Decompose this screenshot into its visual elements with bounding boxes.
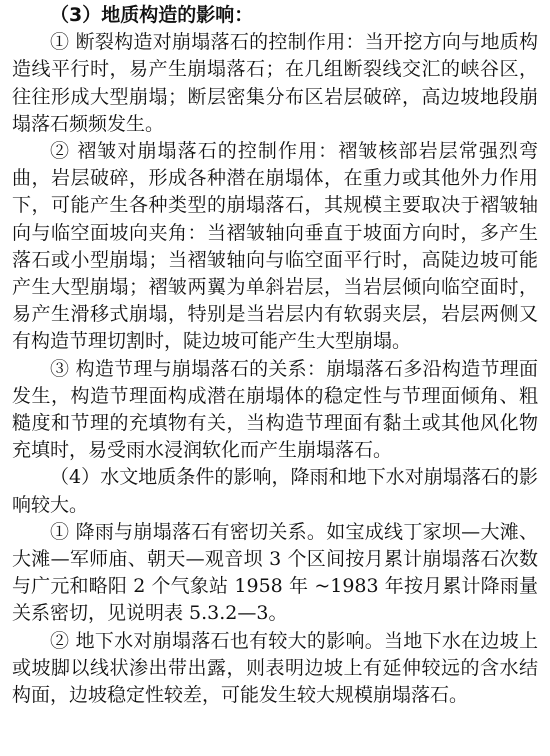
paragraph-groundwater: ② 地下水对崩塌落石也有较大的影响。当地下水在边坡上或坡脚以线状渗出带出露，则表明边坡上有延伸较远的含水结构面，边坡稳定性较差，可能发生较大规模崩塌落石。 <box>12 629 538 707</box>
section-heading-hydrogeology: （4）水文地质条件的影响，降雨和地下水对崩塌落石的影响较大。 <box>12 466 538 516</box>
paragraph-fold-control: ② 褶皱对崩塌落石的控制作用：褶皱核部岩层常强烈弯曲，岩层破碎，形成各种潜在崩塌体，在重力或其他外力作用下，可能产生各种类型的崩塌落石，其规模主要取决于褶皱轴向与临空面坡向夹角：当褶皱轴向垂直于坡面方向时，多产生落石或小型崩塌；当褶皱轴向与临空面平行时，高陡边坡可能产生大型崩塌；褶皱两翼为单斜岩层，当岩层倾向临空面时，易产生滑移式崩塌，特别是当岩层内有软弱夹层，岩层两侧又有构造节理切割时，陡边坡可能产生大型崩塌。 <box>12 140 538 353</box>
paragraph-rainfall: ① 降雨与崩塌落石有密切关系。如宝成线丁家坝—大滩、大滩—军师庙、朝天—观音坝 3 个区间按月累计崩塌落石次数与广元和略阳 2 个气象站 1958 年 ~1983 年按月累计降雨量关系密切，见说明表 5.3.2—3。 <box>12 520 538 625</box>
paragraph-joint-relation: ③ 构造节理与崩塌落石的关系：崩塌落石多沿构造节理面发生，构造节理面构成潜在崩塌体的稳定性与节理面倾角、粗糙度和节理的充填物有关，当构造节理面有黏土或其他风化物充填时，易受雨水浸润软化而产生崩塌落石。 <box>12 357 538 462</box>
paragraph-fault-control: ① 断裂构造对崩塌落石的控制作用：当开挖方向与地质构造线平行时，易产生崩塌落石；在几组断裂线交汇的峡谷区，往往形成大型崩塌；断层密集分布区岩层破碎，高边坡地段崩塌落石频频发生。 <box>12 31 538 135</box>
section-heading-geologic-structure: （3）地质构造的影响： <box>50 4 254 26</box>
